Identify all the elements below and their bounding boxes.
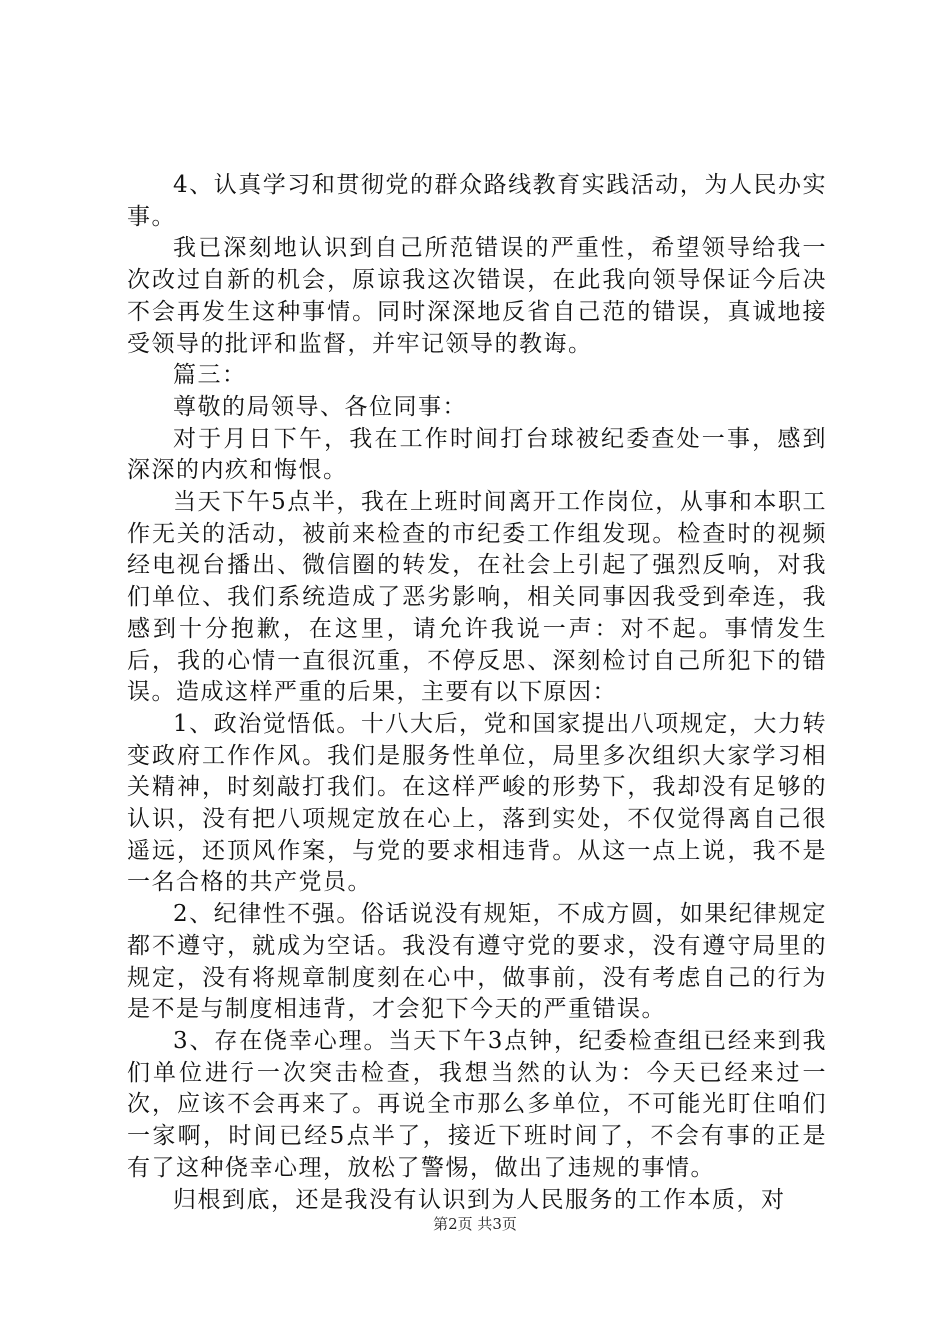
paragraph-7: 1、政治觉悟低。十八大后，党和国家提出八项规定，大力转变政府工作作风。我们是服务性单位，局里多次组织大家学习相关精神，时刻敲打我们。在这样严峻的形势下，我却没有足够的认识，没有把八项规定放在心上，落到实处，不仅觉得离自己很遥远，还顶风作案，与党的要求相违背。从这一点上说，我不是一名合格的共产党员。 bbox=[127, 710, 827, 896]
salutation: 尊敬的局领导、各位同事： bbox=[173, 393, 467, 420]
document-body bbox=[127, 170, 827, 1216]
paragraph-8: 2、纪律性不强。俗话说没有规矩，不成方圆，如果纪律规定都不遵守，就成为空话。我没有遵守党的要求，没有遵守局里的规定，没有将规章制度刻在心中，做事前，没有考虑自己的行为是不是与制度相违背，才会犯下今天的严重错误。 bbox=[127, 901, 827, 1023]
paragraph-2: 我已深刻地认识到自己所范错误的严重性，希望领导给我一次改过自新的机会，原谅我这次错误，在此我向领导保证今后决不会再发生这种事情。同时深深地反省自己范的错误，真诚地接受领导的批评和监督，并牢记领导的教诲。 bbox=[127, 235, 827, 357]
paragraph-5: 对于月日下午，我在工作时间打台球被纪委查处一事，感到深深的内疚和悔恨。 bbox=[127, 425, 827, 484]
paragraph-1: 4、认真学习和贯彻党的群众路线教育实践活动，为人民办实事。 bbox=[127, 172, 827, 230]
paragraph-10: 归根到底，还是我没有认识到为人民服务的工作本质，对 bbox=[173, 1186, 786, 1213]
section-heading: 篇三： bbox=[173, 362, 247, 389]
paragraph-9: 3、存在侥幸心理。当天下午3点钟，纪委检查组已经来到我们单位进行一次突击检查，我想当然的认为：今天已经来过一次，应该不会再来了。再说全市那么多单位，不可能光盯住咱们一家啊，时间已经5点半了，接近下班时间了，不会有事的正是有了这种侥幸心理，放松了警惕，做出了违规的事情。 bbox=[127, 1027, 827, 1181]
page-footer: 第2页 共3页 bbox=[433, 1215, 517, 1233]
paragraph-6: 当天下午5点半，我在上班时间离开工作岗位，从事和本职工作无关的活动，被前来检查的市纪委工作组发现。检查时的视频经电视台播出、微信圈的转发，在社会上引起了强烈反响，对我们单位、我们系统造成了恶劣影响，相关同事因我受到牵连，我感到十分抱歉，在这里，请允许我说一声：对不起。事情发生后，我的心情一直很沉重，不停反思、深刻检讨自己所犯下的错误。造成这样严重的后果，主要有以下原因： bbox=[127, 489, 827, 706]
